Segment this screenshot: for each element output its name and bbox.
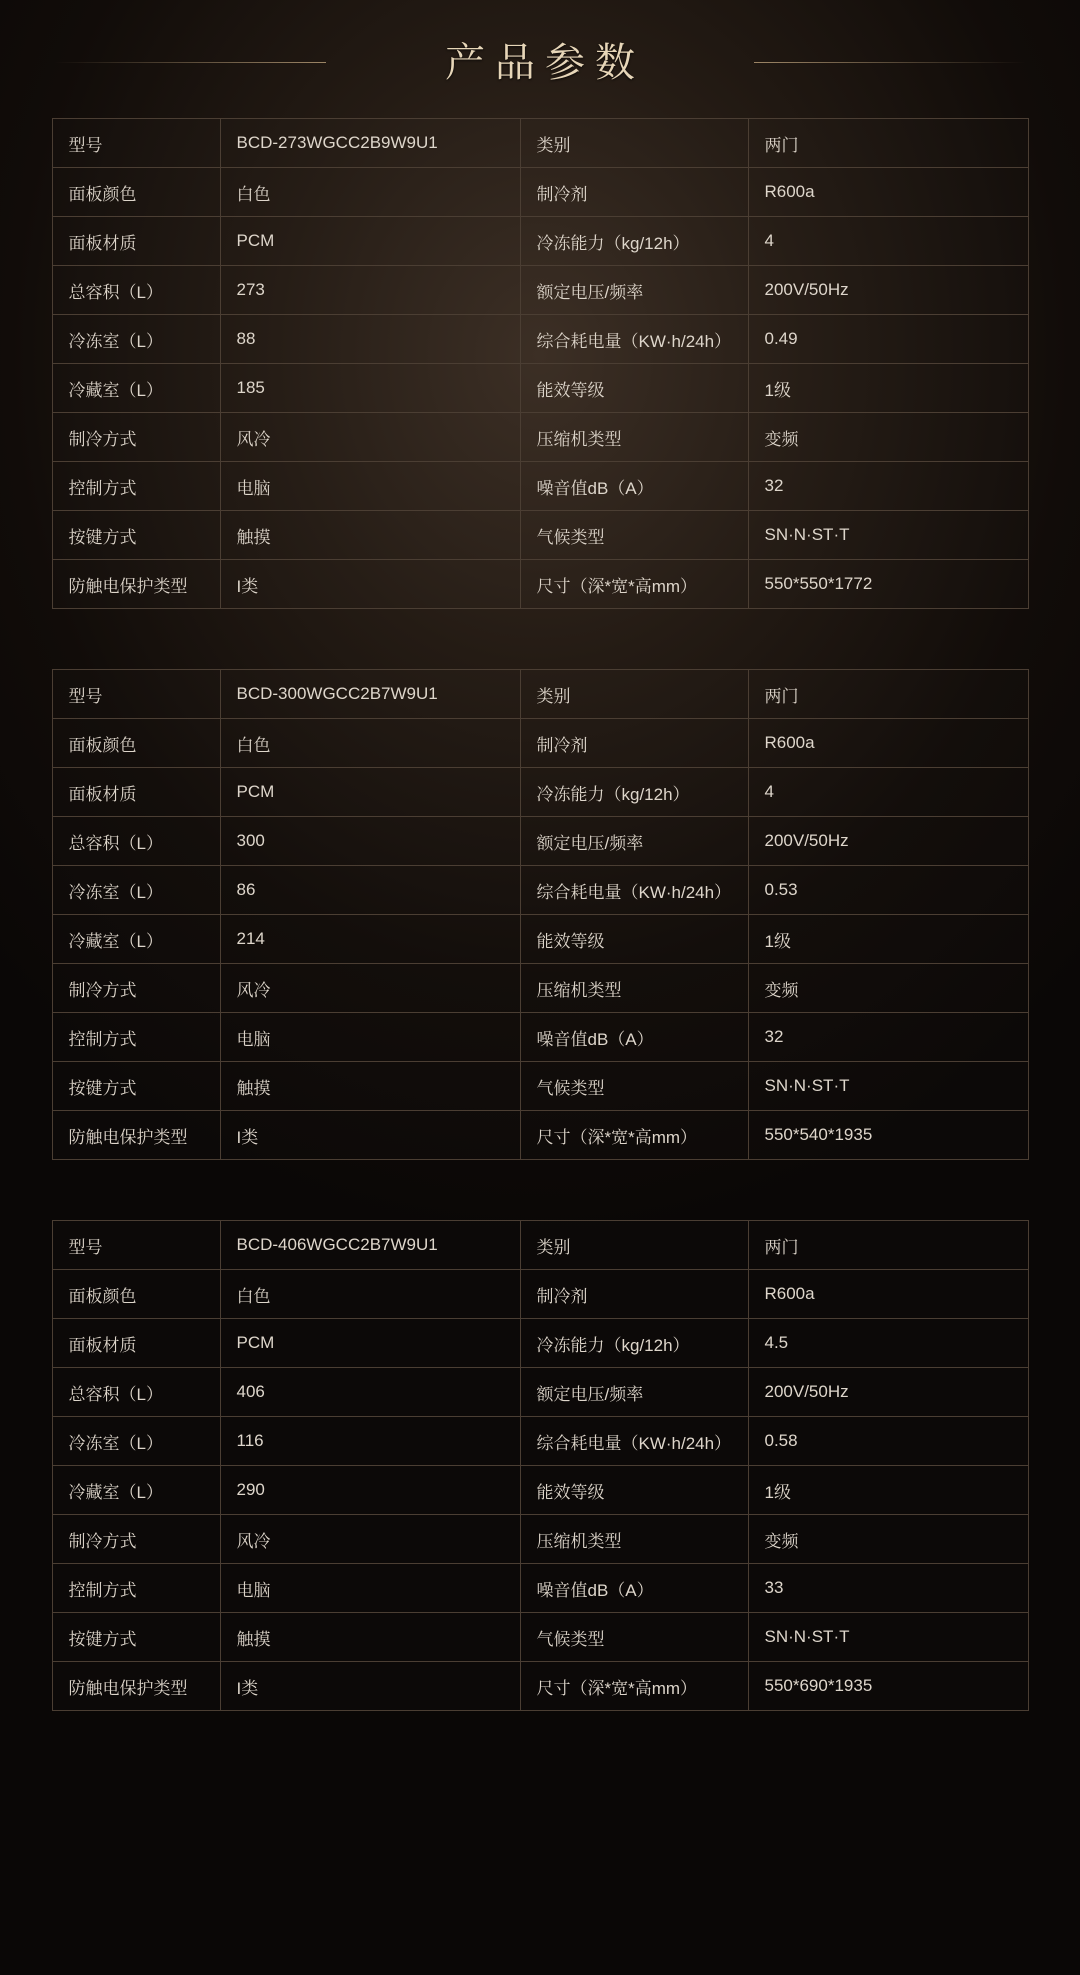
- spec-label-secondary: 冷冻能力（kg/12h）: [520, 1319, 748, 1368]
- table-row: [52, 266, 1028, 315]
- spec-label: 面板材质: [52, 217, 220, 266]
- spec-label-secondary: 气候类型: [520, 1062, 748, 1111]
- spec-value: I类: [220, 1111, 520, 1160]
- table-row: [52, 964, 1028, 1013]
- table-row: [52, 413, 1028, 462]
- table-row: [52, 1013, 1028, 1062]
- spec-label-secondary: 类别: [520, 670, 748, 719]
- spec-value: 触摸: [220, 1613, 520, 1662]
- spec-value: PCM: [220, 217, 520, 266]
- spec-value: PCM: [220, 1319, 520, 1368]
- spec-value: 风冷: [220, 413, 520, 462]
- spec-value: BCD-406WGCC2B7W9U1: [220, 1221, 520, 1270]
- spec-label-secondary: 噪音值dB（A）: [520, 462, 748, 511]
- spec-label: 冷藏室（L）: [52, 1466, 220, 1515]
- spec-label-secondary: 额定电压/频率: [520, 266, 748, 315]
- table-row: [52, 719, 1028, 768]
- spec-label: 面板颜色: [52, 719, 220, 768]
- table-row: [52, 1270, 1028, 1319]
- spec-label: 防触电保护类型: [52, 1662, 220, 1711]
- spec-value: 白色: [220, 1270, 520, 1319]
- spec-value: 触摸: [220, 511, 520, 560]
- spec-label-secondary: 尺寸（深*宽*高mm）: [520, 1662, 748, 1711]
- spec-value-secondary: 32: [748, 462, 1028, 511]
- table-row: [52, 364, 1028, 413]
- spec-value-secondary: R600a: [748, 719, 1028, 768]
- spec-label-secondary: 能效等级: [520, 364, 748, 413]
- spec-label-secondary: 压缩机类型: [520, 413, 748, 462]
- table-row: [52, 1062, 1028, 1111]
- spec-value-secondary: 两门: [748, 119, 1028, 168]
- spec-label-secondary: 综合耗电量（KW·h/24h）: [520, 315, 748, 364]
- spec-value: 214: [220, 915, 520, 964]
- spec-label-secondary: 噪音值dB（A）: [520, 1013, 748, 1062]
- spec-value-secondary: 550*540*1935: [748, 1111, 1028, 1160]
- spec-value: 电脑: [220, 1013, 520, 1062]
- table-row: [52, 670, 1028, 719]
- spec-value: I类: [220, 560, 520, 609]
- spec-label: 冷冻室（L）: [52, 1417, 220, 1466]
- spec-label: 冷藏室（L）: [52, 364, 220, 413]
- spec-label: 制冷方式: [52, 1515, 220, 1564]
- spec-label-secondary: 制冷剂: [520, 719, 748, 768]
- table-row: [52, 817, 1028, 866]
- spec-label-secondary: 冷冻能力（kg/12h）: [520, 217, 748, 266]
- spec-value-secondary: R600a: [748, 1270, 1028, 1319]
- spec-value: PCM: [220, 768, 520, 817]
- spec-value: BCD-273WGCC2B9W9U1: [220, 119, 520, 168]
- table-row: [52, 315, 1028, 364]
- spec-value-secondary: 1级: [748, 364, 1028, 413]
- spec-value-secondary: 0.53: [748, 866, 1028, 915]
- spec-value-secondary: 0.49: [748, 315, 1028, 364]
- spec-label-secondary: 综合耗电量（KW·h/24h）: [520, 866, 748, 915]
- spec-label: 面板颜色: [52, 168, 220, 217]
- title-rule-left: [54, 62, 326, 63]
- spec-label: 型号: [52, 670, 220, 719]
- spec-label-secondary: 制冷剂: [520, 1270, 748, 1319]
- table-row: [52, 1319, 1028, 1368]
- spec-value: 273: [220, 266, 520, 315]
- spec-label: 型号: [52, 119, 220, 168]
- spec-label: 按键方式: [52, 1062, 220, 1111]
- spec-value: BCD-300WGCC2B7W9U1: [220, 670, 520, 719]
- spec-label: 总容积（L）: [52, 1368, 220, 1417]
- spec-value-secondary: 4.5: [748, 1319, 1028, 1368]
- spec-value: 86: [220, 866, 520, 915]
- spec-value-secondary: 0.58: [748, 1417, 1028, 1466]
- spec-label: 总容积（L）: [52, 817, 220, 866]
- spec-label-secondary: 尺寸（深*宽*高mm）: [520, 560, 748, 609]
- spec-label-secondary: 能效等级: [520, 915, 748, 964]
- spec-label: 按键方式: [52, 1613, 220, 1662]
- spec-value: 电脑: [220, 1564, 520, 1613]
- table-row: [52, 1368, 1028, 1417]
- table-row: [52, 511, 1028, 560]
- spec-value-secondary: SN·N·ST·T: [748, 1613, 1028, 1662]
- spec-value-secondary: 两门: [748, 1221, 1028, 1270]
- table-row: [52, 462, 1028, 511]
- spec-label-secondary: 综合耗电量（KW·h/24h）: [520, 1417, 748, 1466]
- spec-value: 116: [220, 1417, 520, 1466]
- spec-value-secondary: 1级: [748, 1466, 1028, 1515]
- spec-label: 制冷方式: [52, 964, 220, 1013]
- spec-value-secondary: 200V/50Hz: [748, 266, 1028, 315]
- spec-value-secondary: 550*550*1772: [748, 560, 1028, 609]
- spec-tables-container: [0, 118, 1080, 1711]
- table-row: [52, 1417, 1028, 1466]
- spec-label-secondary: 气候类型: [520, 1613, 748, 1662]
- spec-label-secondary: 制冷剂: [520, 168, 748, 217]
- spec-value: 406: [220, 1368, 520, 1417]
- spec-label-secondary: 额定电压/频率: [520, 817, 748, 866]
- spec-value: I类: [220, 1662, 520, 1711]
- table-row: [52, 1515, 1028, 1564]
- spec-value-secondary: 1级: [748, 915, 1028, 964]
- spec-value-secondary: 200V/50Hz: [748, 817, 1028, 866]
- spec-label: 冷冻室（L）: [52, 866, 220, 915]
- table-row: [52, 1466, 1028, 1515]
- spec-label: 控制方式: [52, 1013, 220, 1062]
- spec-value: 白色: [220, 168, 520, 217]
- page-title: 产品参数: [445, 40, 645, 85]
- spec-label: 控制方式: [52, 1564, 220, 1613]
- spec-table-bcd-300: [52, 669, 1029, 1160]
- spec-label-secondary: 气候类型: [520, 511, 748, 560]
- table-row: [52, 866, 1028, 915]
- spec-label: 总容积（L）: [52, 266, 220, 315]
- spec-table-bcd-406: [52, 1220, 1029, 1711]
- spec-label-secondary: 类别: [520, 119, 748, 168]
- spec-value-secondary: 4: [748, 768, 1028, 817]
- spec-value-secondary: 4: [748, 217, 1028, 266]
- spec-label: 按键方式: [52, 511, 220, 560]
- table-row: [52, 119, 1028, 168]
- spec-value: 290: [220, 1466, 520, 1515]
- spec-label: 制冷方式: [52, 413, 220, 462]
- spec-label: 型号: [52, 1221, 220, 1270]
- spec-value: 88: [220, 315, 520, 364]
- spec-label-secondary: 噪音值dB（A）: [520, 1564, 748, 1613]
- spec-value-secondary: R600a: [748, 168, 1028, 217]
- spec-label: 面板材质: [52, 768, 220, 817]
- spec-value-secondary: 变频: [748, 413, 1028, 462]
- spec-value: 电脑: [220, 462, 520, 511]
- spec-label: 冷藏室（L）: [52, 915, 220, 964]
- spec-label: 冷冻室（L）: [52, 315, 220, 364]
- spec-label-secondary: 类别: [520, 1221, 748, 1270]
- spec-value-secondary: SN·N·ST·T: [748, 1062, 1028, 1111]
- table-row: [52, 168, 1028, 217]
- table-row: [52, 1662, 1028, 1711]
- spec-value-secondary: 33: [748, 1564, 1028, 1613]
- spec-value: 白色: [220, 719, 520, 768]
- spec-label: 面板颜色: [52, 1270, 220, 1319]
- spec-value: 风冷: [220, 1515, 520, 1564]
- spec-label-secondary: 尺寸（深*宽*高mm）: [520, 1111, 748, 1160]
- spec-table-bcd-273: [52, 118, 1029, 609]
- spec-value-secondary: 变频: [748, 1515, 1028, 1564]
- spec-label: 防触电保护类型: [52, 560, 220, 609]
- spec-value-secondary: 550*690*1935: [748, 1662, 1028, 1711]
- spec-label: 控制方式: [52, 462, 220, 511]
- table-row: [52, 1111, 1028, 1160]
- table-row: [52, 1564, 1028, 1613]
- spec-value-secondary: SN·N·ST·T: [748, 511, 1028, 560]
- table-row: [52, 1221, 1028, 1270]
- spec-label-secondary: 冷冻能力（kg/12h）: [520, 768, 748, 817]
- spec-value-secondary: 32: [748, 1013, 1028, 1062]
- spec-value-secondary: 变频: [748, 964, 1028, 1013]
- table-row: [52, 217, 1028, 266]
- spec-label-secondary: 能效等级: [520, 1466, 748, 1515]
- title-rule-right: [754, 62, 1026, 63]
- table-row: [52, 768, 1028, 817]
- spec-label-secondary: 压缩机类型: [520, 1515, 748, 1564]
- spec-value: 风冷: [220, 964, 520, 1013]
- spec-value-secondary: 两门: [748, 670, 1028, 719]
- spec-label: 防触电保护类型: [52, 1111, 220, 1160]
- spec-value: 触摸: [220, 1062, 520, 1111]
- spec-value-secondary: 200V/50Hz: [748, 1368, 1028, 1417]
- spec-label-secondary: 压缩机类型: [520, 964, 748, 1013]
- page-title-section: [0, 0, 1080, 118]
- table-row: [52, 915, 1028, 964]
- table-row: [52, 560, 1028, 609]
- spec-value: 185: [220, 364, 520, 413]
- spec-label: 面板材质: [52, 1319, 220, 1368]
- table-row: [52, 1613, 1028, 1662]
- spec-label-secondary: 额定电压/频率: [520, 1368, 748, 1417]
- spec-value: 300: [220, 817, 520, 866]
